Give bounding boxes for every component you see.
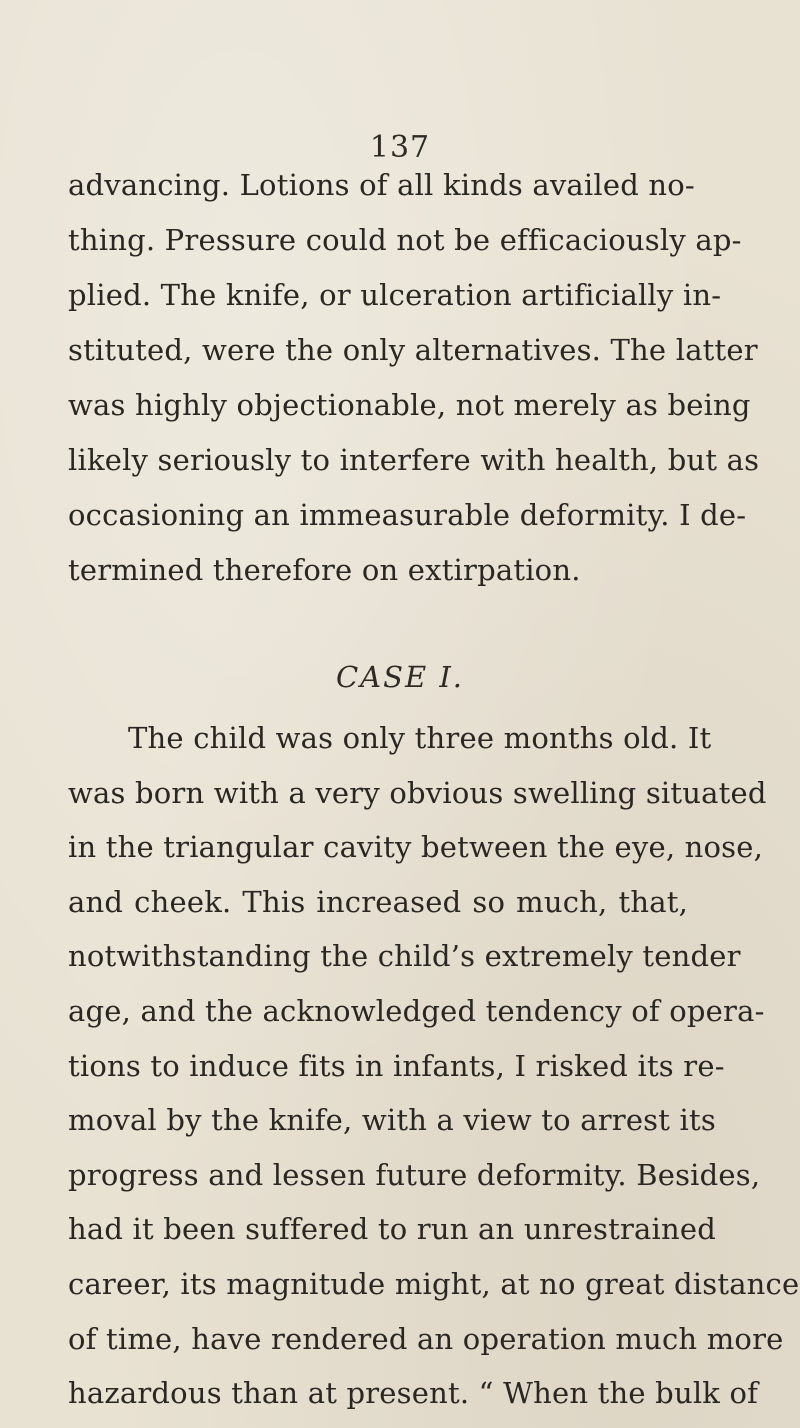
text-line: notwithstanding the child’s extremely tender [68,939,741,973]
text-line: advancing. Lotions of all kinds availed no- [68,168,695,202]
text-line: tions to induce fits in infants, I risked its re- [68,1049,725,1083]
text-line: plied. The knife, or ulceration artificially in- [68,278,722,312]
text-line: age, and the acknowledged tendency of opera- [68,994,765,1028]
text-line: occasioning an immeasurable deformity. I de- [68,498,747,532]
text-line: of time, have rendered an operation much more [68,1322,784,1356]
text-line: likely seriously to interfere with health, but as [68,443,760,477]
text-line: hazardous than at present. “ When the bulk of [68,1376,759,1410]
text-line: career, its magnitude might, at no great distance [68,1267,800,1301]
text-line: and cheek. This increased so much, that, [68,885,688,919]
text-line: The child was only three months old. It [128,721,712,755]
page-number: 137 [369,130,431,165]
text-line: moval by the knife, with a view to arrest its [68,1103,716,1137]
text-line: was born with a very obvious swelling situated [68,776,767,810]
text-line: was highly objectionable, not merely as being [68,388,751,422]
text-line: had it been suffered to run an unrestrained [68,1212,716,1246]
text-line: termined therefore on extirpation. [68,553,581,587]
text-line: in the triangular cavity between the eye, nose, [68,830,764,864]
text-line: progress and lessen future deformity. Besides, [68,1158,761,1192]
case-heading: CASE I. [335,660,465,694]
text-line: stituted, were the only alternatives. The latter [68,333,758,367]
text-line: thing. Pressure could not be efficaciously ap- [68,223,742,257]
